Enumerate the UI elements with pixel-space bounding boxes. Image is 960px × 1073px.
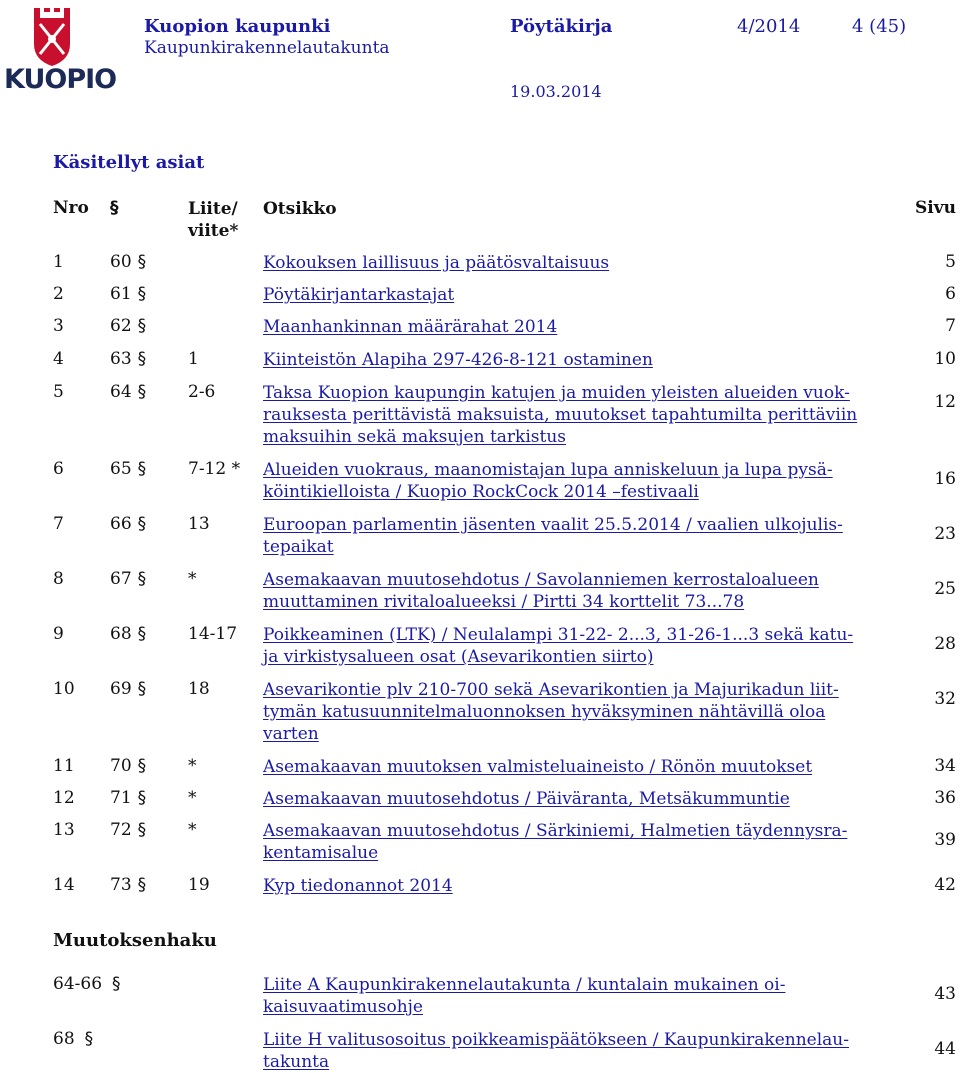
header-paragraph: § [110, 198, 119, 218]
row-number: 3 [53, 316, 64, 336]
row-title-link[interactable]: Alueiden vuokraus, maanomistajan lupa anniskeluun ja lupa pysä-köintikielloista / Kuopio RockCock 2014 –festivaali [263, 460, 833, 502]
appeal-paragraph: 64-66 § [53, 974, 121, 994]
paragraph-sign: § [137, 349, 147, 369]
row-paragraph: 73 § [110, 875, 147, 895]
paragraph-sign: § [137, 875, 147, 895]
row-number: 14 [53, 875, 75, 895]
appeal-title: Muutoksenhaku [53, 930, 217, 951]
row-attachment: * [188, 820, 197, 840]
paragraph-sign: § [137, 820, 147, 840]
row-number: 7 [53, 514, 64, 534]
row-attachment: * [188, 756, 197, 776]
appeal-page: 44 [934, 1039, 956, 1059]
row-attachment: 7-12 * [188, 459, 241, 479]
page-count: 4 (45) [852, 16, 907, 37]
section-title: Käsitellyt asiat [53, 152, 205, 173]
meeting-date: 19.03.2014 [510, 82, 602, 101]
row-title-link[interactable]: Asemakaavan muutosehdotus / Särkiniemi, Halmetien täydennysra-kentamisalue [263, 821, 848, 863]
row-paragraph: 71 § [110, 788, 147, 808]
paragraph-sign: § [137, 756, 147, 776]
paragraph-sign: § [137, 316, 147, 336]
row-number: 10 [53, 679, 75, 699]
paragraph-sign: § [137, 284, 147, 304]
row-number: 1 [53, 252, 64, 272]
kuopio-logo [4, 4, 117, 98]
row-number: 2 [53, 284, 64, 304]
row-title-link[interactable]: Asemakaavan muutoksen valmisteluaineisto / Rönön muutokset [263, 757, 813, 777]
logo-wordmark: KUOPIO [4, 64, 117, 95]
appeal-title-link[interactable]: Liite H valitusosoitus poikkeamispäätökseen / Kaupunkirakennelau-takunta [263, 1030, 849, 1072]
row-title-link[interactable]: Asemakaavan muutosehdotus / Savolanniemen kerrostaloalueen muuttaminen rivitaloalueeksi / Pirtti 34 korttelit 73...78 [263, 570, 819, 612]
document-type: Pöytäkirja [510, 16, 613, 37]
header-attachment: Liite/ viite* [188, 199, 239, 241]
row-title-link[interactable]: Pöytäkirjantarkastajat [263, 285, 455, 305]
row-title-link[interactable]: Asevarikontie plv 210-700 sekä Asevarikontien ja Majurikadun liit-tymän katusuunnitelmaluonnoksen hyväksyminen nähtävillä oloa varten [263, 680, 839, 744]
row-paragraph: 60 § [110, 252, 147, 272]
row-paragraph: 67 § [110, 569, 147, 589]
paragraph-sign: § [137, 624, 147, 644]
row-title-link[interactable]: Asemakaavan muutosehdotus / Päiväranta, Metsäkummuntie [263, 789, 790, 809]
row-title-link[interactable]: Taksa Kuopion kaupungin katujen ja muiden yleisten alueiden vuok-rauksesta perittävistä maksuista, muutokset tapahtumilta perittäviin maksuihin sekä maksujen tarkistus [263, 383, 858, 447]
row-number: 9 [53, 624, 64, 644]
row-number: 5 [53, 382, 64, 402]
row-attachment: 2-6 [188, 382, 216, 402]
row-page: 42 [934, 875, 956, 895]
row-paragraph: 64 § [110, 382, 147, 402]
row-title-link[interactable]: Euroopan parlamentin jäsenten vaalit 25.5.2014 / vaalien ulkojulis-tepaikat [263, 515, 843, 557]
paragraph-sign: § [137, 382, 147, 402]
row-number: 8 [53, 569, 64, 589]
row-attachment: 18 [188, 679, 210, 699]
row-title-link[interactable]: Kokouksen laillisuus ja päätösvaltaisuus [263, 253, 610, 273]
header-nro: Nro [53, 198, 89, 218]
row-attachment: 13 [188, 514, 210, 534]
row-paragraph: 69 § [110, 679, 147, 699]
row-number: 12 [53, 788, 75, 808]
row-page: 25 [934, 579, 956, 599]
row-page: 16 [934, 469, 956, 489]
appeal-page: 43 [934, 984, 956, 1004]
row-attachment: * [188, 569, 197, 589]
row-page: 6 [945, 284, 956, 304]
header-title: Otsikko [263, 199, 337, 219]
row-page: 34 [934, 756, 956, 776]
paragraph-sign: § [84, 1029, 94, 1049]
row-paragraph: 62 § [110, 316, 147, 336]
row-paragraph: 61 § [110, 284, 147, 304]
row-number: 13 [53, 820, 75, 840]
row-page: 12 [934, 392, 956, 412]
row-number: 6 [53, 459, 64, 479]
row-paragraph: 65 § [110, 459, 147, 479]
paragraph-sign: § [137, 788, 147, 808]
appeal-title-link[interactable]: Liite A Kaupunkirakennelautakunta / kuntalain mukainen oi-kaisuvaatimusohje [263, 975, 786, 1017]
row-page: 28 [934, 634, 956, 654]
paragraph-sign: § [137, 679, 147, 699]
committee-name: Kaupunkirakennelautakunta [144, 38, 390, 58]
paragraph-sign: § [112, 974, 121, 994]
paragraph-sign: § [137, 459, 147, 479]
row-page: 23 [934, 524, 956, 544]
row-paragraph: 72 § [110, 820, 147, 840]
row-title-link[interactable]: Maanhankinnan määrärahat 2014 [263, 317, 558, 337]
row-page: 39 [934, 830, 956, 850]
row-number: 11 [53, 756, 75, 776]
row-title-link[interactable]: Kyp tiedonannot 2014 [263, 876, 453, 896]
row-paragraph: 68 § [110, 624, 147, 644]
header-page: Sivu [915, 198, 956, 218]
row-page: 32 [934, 689, 956, 709]
row-attachment: 1 [188, 349, 199, 369]
paragraph-sign: § [137, 569, 147, 589]
row-page: 10 [934, 349, 956, 369]
row-page: 5 [945, 252, 956, 272]
appeal-paragraph: 68 § [53, 1029, 94, 1049]
row-attachment: 19 [188, 875, 210, 895]
row-number: 4 [53, 349, 64, 369]
org-name: Kuopion kaupunki [144, 16, 331, 37]
row-title-link[interactable]: Poikkeaminen (LTK) / Neulalampi 31-22- 2...3, 31-26-1...3 sekä katu-ja virkistysalueen osat (Asevarikontien siirto) [263, 625, 854, 667]
row-page: 7 [945, 316, 956, 336]
row-paragraph: 63 § [110, 349, 147, 369]
row-attachment: 14-17 [188, 624, 238, 644]
meeting-number: 4/2014 [737, 16, 801, 37]
row-paragraph: 66 § [110, 514, 147, 534]
paragraph-sign: § [137, 514, 147, 534]
row-attachment: * [188, 788, 197, 808]
row-paragraph: 70 § [110, 756, 147, 776]
row-page: 36 [934, 788, 956, 808]
row-title-link[interactable]: Kiinteistön Alapiha 297-426-8-121 ostaminen [263, 350, 653, 370]
paragraph-sign: § [137, 252, 147, 272]
